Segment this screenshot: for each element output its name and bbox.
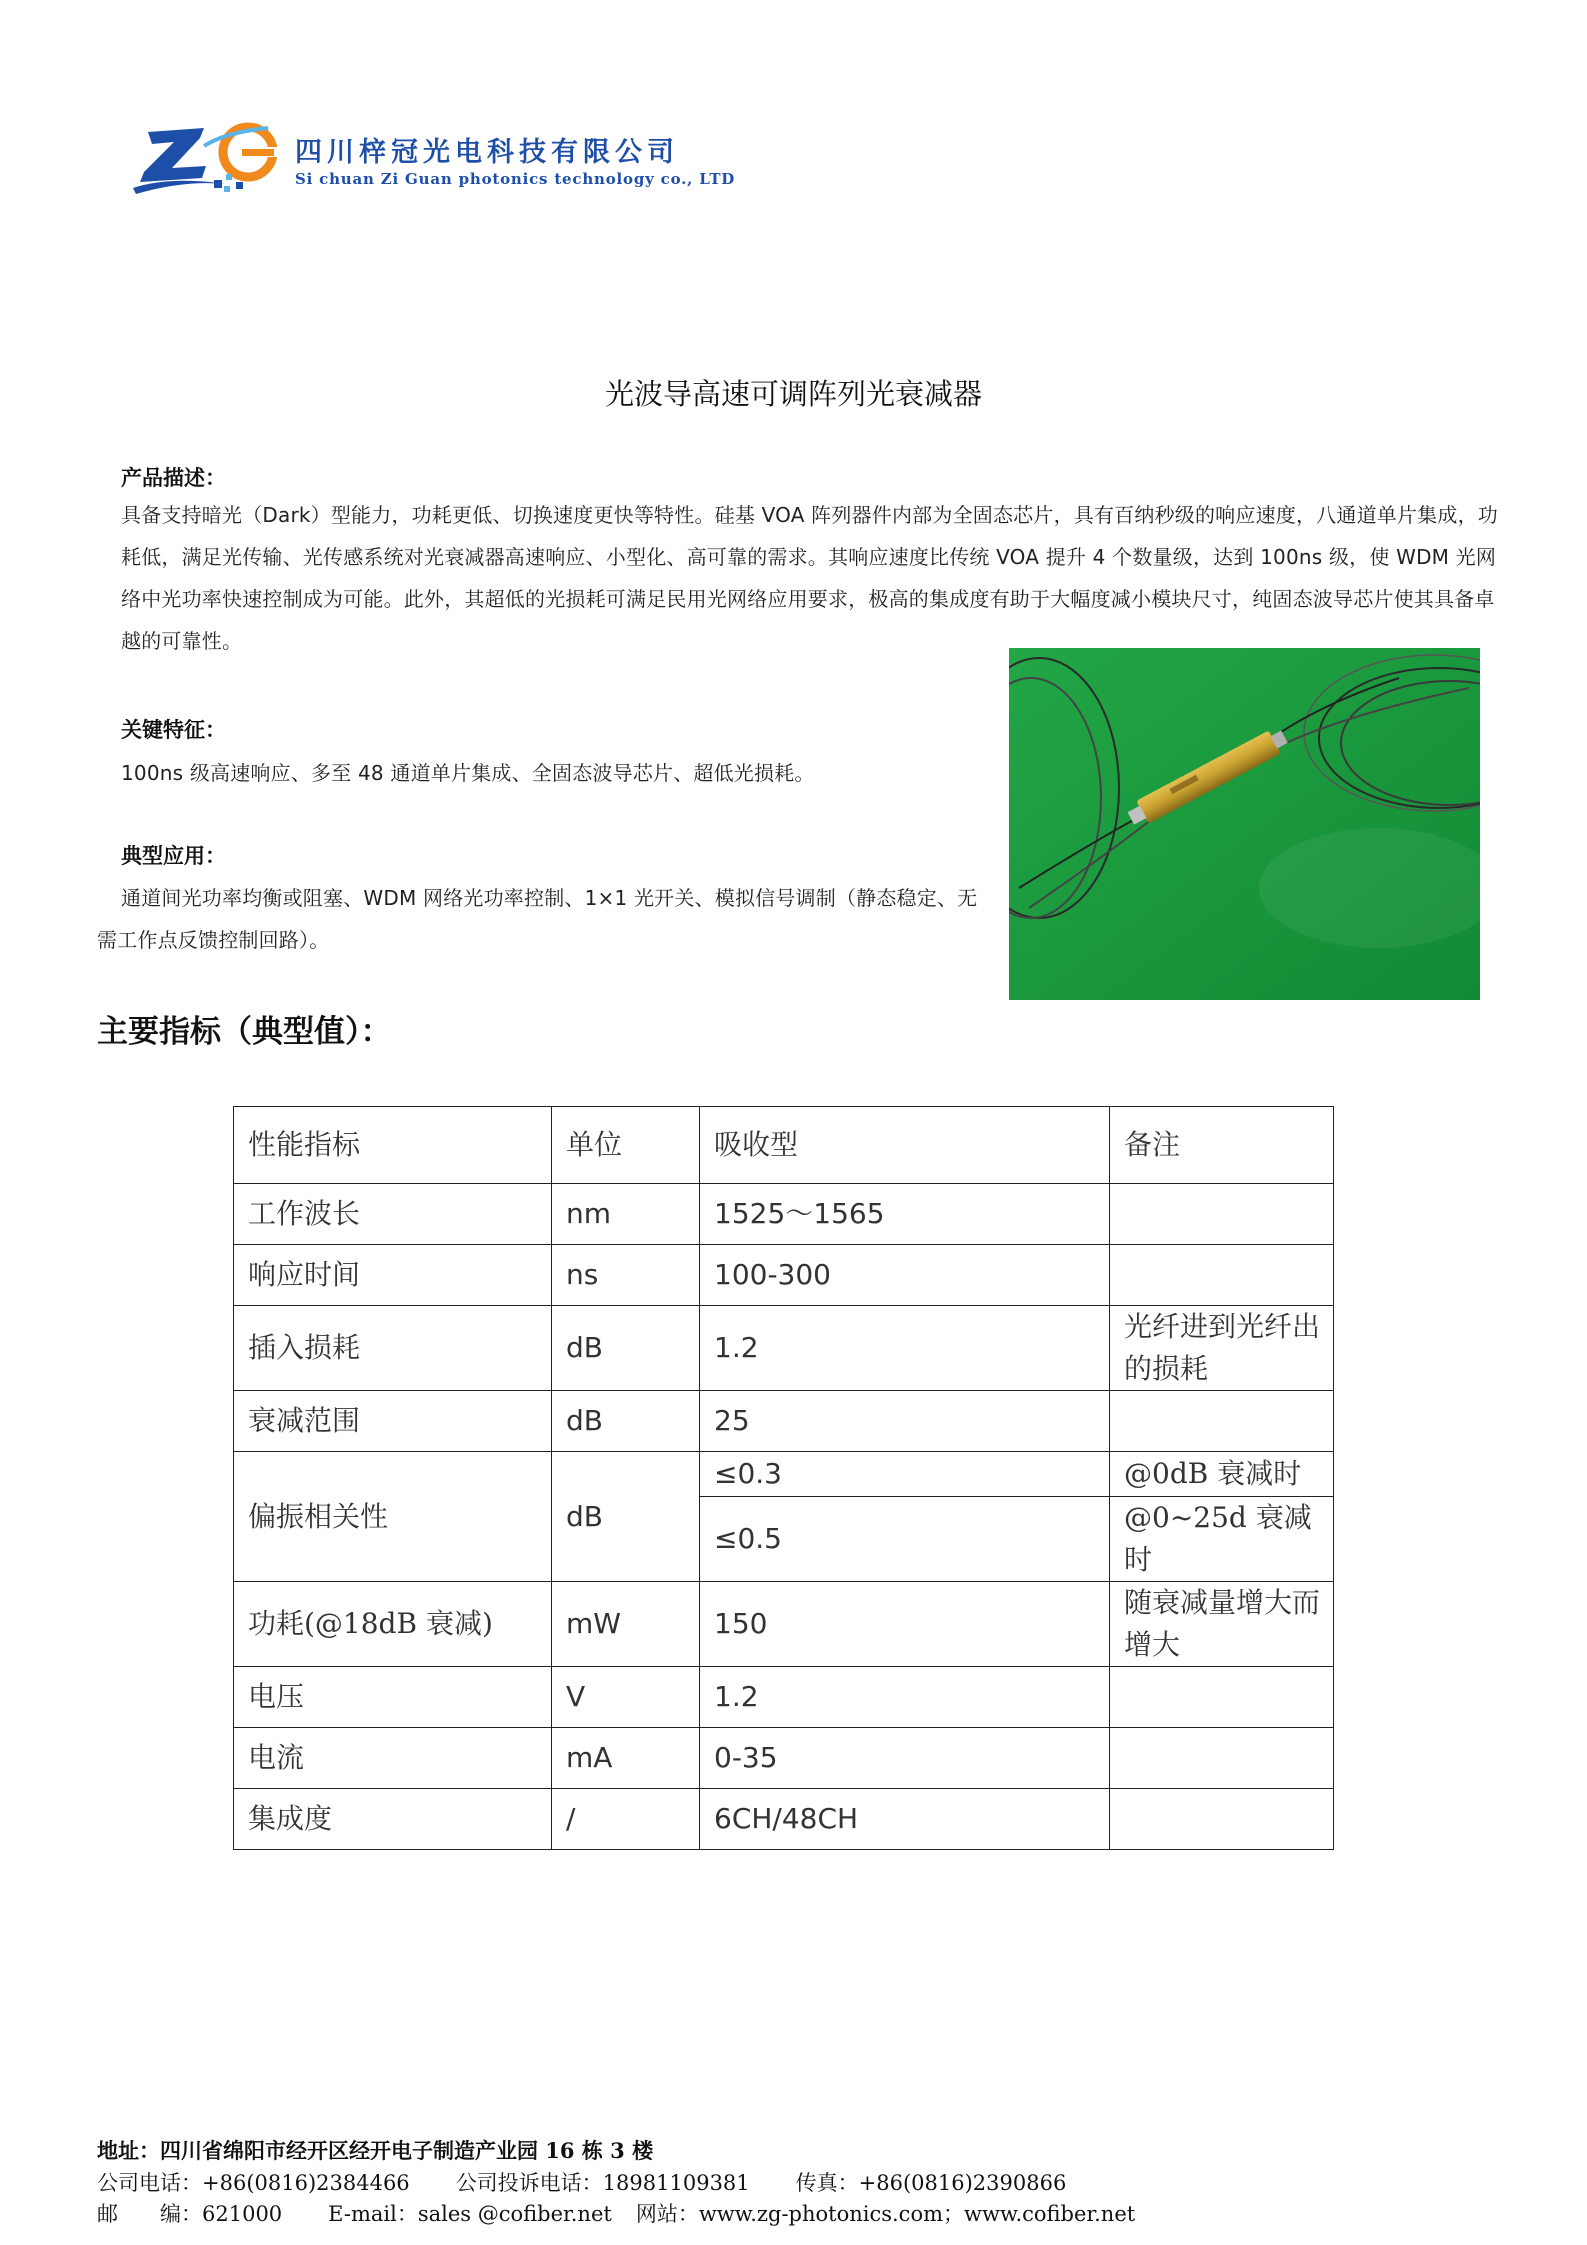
table-row bbox=[234, 1582, 1334, 1667]
value-cell: ≤0.3 bbox=[700, 1452, 1110, 1497]
company-logo bbox=[130, 118, 770, 198]
footer-phones bbox=[97, 2167, 1066, 2197]
footer-fax: 传真：+86(0816)2390866 bbox=[795, 2171, 1067, 2195]
features-heading: 关键特征： bbox=[121, 717, 226, 742]
features-text: 100ns 级高速响应、多至 48 通道单片集成、全固态波导芯片、超低光损耗。 bbox=[121, 761, 815, 785]
specs-table bbox=[233, 1106, 1334, 1850]
param-cell: 插入损耗 bbox=[234, 1306, 552, 1391]
unit-cell: / bbox=[552, 1789, 700, 1850]
footer-website: 网站：www.zg-photonics.com；www.cofiber.net bbox=[635, 2202, 1136, 2226]
note-cell: 随衰减量增大而增大 bbox=[1110, 1582, 1334, 1667]
value-cell: 1.2 bbox=[700, 1667, 1110, 1728]
note-cell bbox=[1110, 1184, 1334, 1245]
param-cell: 功耗(@18dB 衰减) bbox=[234, 1582, 552, 1667]
param-cell: 工作波长 bbox=[234, 1184, 552, 1245]
specs-heading: 主要指标（典型值）： bbox=[97, 1014, 392, 1050]
value-cell: 0-35 bbox=[700, 1728, 1110, 1789]
unit-cell: ns bbox=[552, 1245, 700, 1306]
value-cell: 100-300 bbox=[700, 1245, 1110, 1306]
applications-heading: 典型应用： bbox=[121, 843, 226, 868]
unit-cell: dB bbox=[552, 1306, 700, 1391]
unit-cell: dB bbox=[552, 1452, 700, 1582]
footer-postcode: 邮 编：621000 bbox=[97, 2202, 283, 2226]
param-cell: 响应时间 bbox=[234, 1245, 552, 1306]
table-row bbox=[234, 1391, 1334, 1452]
value-cell: 1.2 bbox=[700, 1306, 1110, 1391]
unit-cell: dB bbox=[552, 1391, 700, 1452]
param-cell: 电压 bbox=[234, 1667, 552, 1728]
table-row bbox=[234, 1728, 1334, 1789]
note-cell: @0dB 衰减时 bbox=[1110, 1452, 1334, 1497]
note-cell bbox=[1110, 1667, 1334, 1728]
value-cell: 25 bbox=[700, 1391, 1110, 1452]
note-cell bbox=[1110, 1245, 1334, 1306]
description-heading: 产品描述： bbox=[121, 465, 226, 490]
param-cell: 电流 bbox=[234, 1728, 552, 1789]
value-cell: 150 bbox=[700, 1582, 1110, 1667]
footer-company-phone: 公司电话：+86(0816)2384466 bbox=[97, 2171, 410, 2195]
attenuator-photo-image bbox=[1009, 648, 1480, 1000]
company-name-cn: 四川梓冠光电科技有限公司 bbox=[295, 137, 679, 168]
param-cell: 集成度 bbox=[234, 1789, 552, 1850]
footer-address: 地址：四川省绵阳市经开区经开电子制造产业园 16 栋 3 楼 bbox=[97, 2138, 654, 2163]
table-row bbox=[234, 1667, 1334, 1728]
param-cell: 衰减范围 bbox=[234, 1391, 552, 1452]
note-cell bbox=[1110, 1728, 1334, 1789]
table-row bbox=[234, 1184, 1334, 1245]
unit-cell: V bbox=[552, 1667, 700, 1728]
value-cell: ≤0.5 bbox=[700, 1497, 1110, 1582]
header-note: 备注 bbox=[1110, 1107, 1334, 1184]
header-param: 性能指标 bbox=[234, 1107, 552, 1184]
document-title: 光波导高速可调阵列光衰减器 bbox=[604, 377, 982, 411]
applications-text: 通道间光功率均衡或阻塞、WDM 网络光功率控制、1×1 光开关、模拟信号调制（静态稳定、无需工作点反馈控制回路）。 bbox=[97, 886, 978, 952]
product-photo bbox=[1009, 648, 1480, 1000]
unit-cell: mA bbox=[552, 1728, 700, 1789]
note-cell bbox=[1110, 1789, 1334, 1850]
note-cell: @0~25d 衰减时 bbox=[1110, 1497, 1334, 1582]
table-row bbox=[234, 1789, 1334, 1850]
table-row bbox=[234, 1306, 1334, 1391]
unit-cell: mW bbox=[552, 1582, 700, 1667]
note-cell bbox=[1110, 1391, 1334, 1452]
note-cell: 光纤进到光纤出的损耗 bbox=[1110, 1306, 1334, 1391]
value-cell: 6CH/48CH bbox=[700, 1789, 1110, 1850]
table-row bbox=[234, 1452, 1334, 1497]
description-text: 具备支持暗光（Dark）型能力，功耗更低、切换速度更快等特性。硅基 VOA 阵列器件内部为全固态芯片，具有百纳秒级的响应速度，八通道单片集成，功耗低，满足光传输、光传感系统对光衰减器高速响应、小型化、高可靠的需求。其响应速度比传统 VOA 提升 4 个数量级，达到 100ns 级，使 WDM 光网络中光功率快速控制成为可能。此外，其超低的光损耗可满足民用光网络应用要求，极高的集成度有助于大幅度减小模块尺寸，纯固态波导芯片使其具备卓越的可靠性。 bbox=[121, 503, 1498, 653]
footer-complaint-phone: 公司投诉电话：18981109381 bbox=[455, 2171, 750, 2195]
unit-cell: nm bbox=[552, 1184, 700, 1245]
value-cell: 1525～1565 bbox=[700, 1184, 1110, 1245]
company-name-en: Si chuan Zi Guan photonics technology co., LTD bbox=[295, 170, 736, 188]
param-cell: 偏振相关性 bbox=[234, 1452, 552, 1582]
header-value: 吸收型 bbox=[700, 1107, 1110, 1184]
zg-logo-icon bbox=[130, 118, 280, 198]
header-unit: 单位 bbox=[552, 1107, 700, 1184]
footer-contacts bbox=[97, 2198, 1135, 2228]
table-row bbox=[234, 1245, 1334, 1306]
table-header-row bbox=[234, 1107, 1334, 1184]
footer-email: E-mail：sales @cofiber.net bbox=[328, 2202, 612, 2226]
